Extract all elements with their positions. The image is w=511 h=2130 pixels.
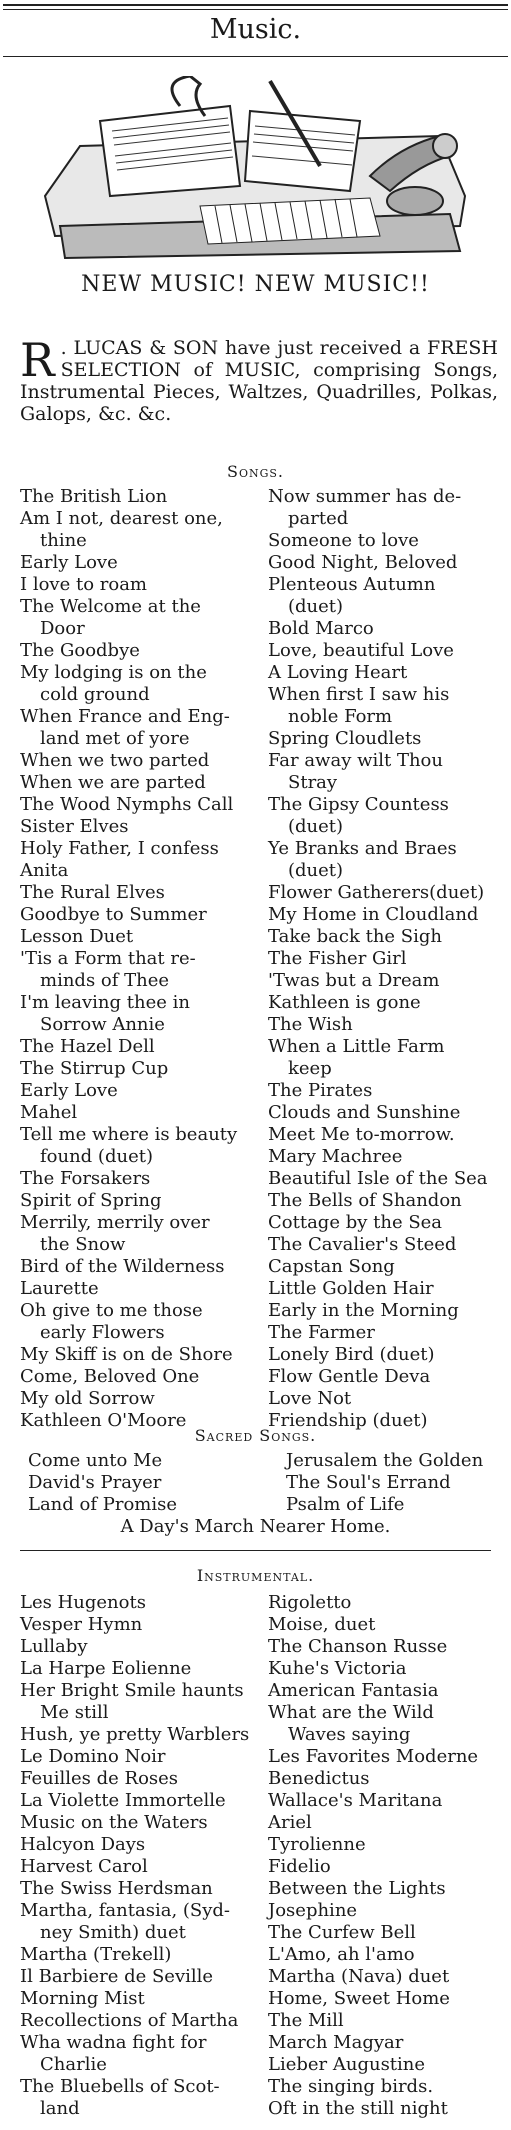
list-item: The Bells of Shandon xyxy=(268,1190,462,1211)
intro-paragraph xyxy=(20,333,498,425)
instrumental-left-column xyxy=(20,1592,270,2120)
list-item: Kathleen is gone xyxy=(268,992,421,1013)
list-item: The Cavalier's Steed xyxy=(268,1234,457,1255)
list-item: Ariel xyxy=(268,1812,312,1833)
list-item: Me still xyxy=(40,1702,109,1723)
list-item: Lieber Augustine xyxy=(268,2054,426,2075)
list-item: Moise, duet xyxy=(268,1614,376,1635)
list-item: The Hazel Dell xyxy=(20,1036,155,1057)
instrumental-right-column xyxy=(268,1592,496,2120)
drop-cap: R xyxy=(20,333,55,387)
list-item: Harvest Carol xyxy=(20,1856,148,1877)
section-divider xyxy=(20,1550,491,1551)
list-item: Hush, ye pretty Warblers xyxy=(20,1724,250,1745)
page-title: Music. xyxy=(209,14,302,45)
list-item: The Soul's Errand xyxy=(286,1472,451,1493)
list-item: Stray xyxy=(288,772,338,793)
list-item: Tell me where is beauty xyxy=(20,1124,238,1145)
list-item: Land of Promise xyxy=(28,1494,178,1515)
list-item: Love, beautiful Love xyxy=(268,640,454,661)
list-item: The Farmer xyxy=(268,1322,375,1343)
list-item: The Bluebells of Scot- xyxy=(20,2076,220,2097)
list-item: Oft in the still night xyxy=(268,2098,448,2119)
list-item: The Stirrup Cup xyxy=(20,1058,169,1079)
list-item: Mary Machree xyxy=(268,1146,403,1167)
list-item: Le Domino Noir xyxy=(20,1746,166,1767)
list-item: found (duet) xyxy=(40,1146,153,1167)
list-item: Her Bright Smile haunts xyxy=(20,1680,244,1701)
list-item: noble Form xyxy=(288,706,393,727)
list-item: Waves saying xyxy=(288,1724,411,1745)
list-item: Il Barbiere de Seville xyxy=(20,1966,214,1987)
list-item: Flow Gentle Deva xyxy=(268,1366,431,1387)
list-item: Psalm of Life xyxy=(286,1494,405,1515)
list-item: The Goodbye xyxy=(20,640,140,661)
list-item: minds of Thee xyxy=(40,970,170,991)
list-item: March Magyar xyxy=(268,2032,404,2053)
list-item: Friendship (duet) xyxy=(268,1410,428,1431)
list-item: Holy Father, I confess xyxy=(20,838,219,859)
list-item: Martha, fantasia, (Syd- xyxy=(20,1900,231,1921)
list-item: Wallace's Maritana xyxy=(268,1790,443,1811)
list-item: Come unto Me xyxy=(28,1450,163,1471)
sacred-final-entry: A Day's March Nearer Home. xyxy=(120,1516,391,1537)
list-item: The British Lion xyxy=(20,486,168,507)
list-item: When a Little Farm xyxy=(268,1036,445,1057)
list-item: The Forsakers xyxy=(20,1168,151,1189)
list-item: Lonely Bird (duet) xyxy=(268,1344,435,1365)
top-rule-thin xyxy=(3,9,508,10)
list-item: The Pirates xyxy=(268,1080,373,1101)
list-item: parted xyxy=(288,508,349,529)
list-item: Les Favorites Moderne xyxy=(268,1746,479,1767)
list-item: When first I saw his xyxy=(268,684,450,705)
list-item: Wha wadna fight for xyxy=(20,2032,207,2053)
list-item: La Violette Immortelle xyxy=(20,1790,226,1811)
list-item: My Home in Cloudland xyxy=(268,904,479,925)
list-item: The Gipsy Countess xyxy=(268,794,449,815)
list-item: My old Sorrow xyxy=(20,1388,155,1409)
list-item: (duet) xyxy=(288,860,344,881)
songs-left-column xyxy=(20,486,270,1432)
list-item: land met of yore xyxy=(40,728,190,749)
list-item: My Skiff is on de Shore xyxy=(20,1344,233,1365)
list-item: Clouds and Sunshine xyxy=(268,1102,461,1123)
list-item: The Wish xyxy=(268,1014,353,1035)
list-item: Far away wilt Thou xyxy=(268,750,443,771)
list-item: Lesson Duet xyxy=(20,926,134,947)
list-item: Jerusalem the Golden xyxy=(286,1450,484,1471)
list-item: Early Love xyxy=(20,1080,118,1101)
list-item: Benedictus xyxy=(268,1768,370,1789)
list-item: Oh give to me those xyxy=(20,1300,203,1321)
list-item: L'Amo, ah l'amo xyxy=(268,1944,415,1965)
list-item: Sister Elves xyxy=(20,816,129,837)
list-item: Halcyon Days xyxy=(20,1834,146,1855)
sacred-left-column xyxy=(28,1450,248,1516)
list-item: Les Hugenots xyxy=(20,1592,146,1613)
list-item: Ye Branks and Braes xyxy=(268,838,457,859)
list-item: The Rural Elves xyxy=(20,882,165,903)
list-item: I love to roam xyxy=(20,574,148,595)
list-item: Spirit of Spring xyxy=(20,1190,162,1211)
music-engraving-illustration xyxy=(40,76,470,265)
list-item: keep xyxy=(288,1058,332,1079)
list-item: Good Night, Beloved xyxy=(268,552,458,573)
list-item: (duet) xyxy=(288,596,344,617)
list-item: 'Tis a Form that re- xyxy=(20,948,196,969)
list-item: The Mill xyxy=(268,2010,344,2031)
list-item: Early in the Morning xyxy=(268,1300,459,1321)
list-item: Now summer has de- xyxy=(268,486,462,507)
list-item: The Welcome at the xyxy=(20,596,201,617)
list-item: The Fisher Girl xyxy=(268,948,407,969)
list-item: A Loving Heart xyxy=(268,662,408,683)
list-item: Anita xyxy=(20,860,69,881)
list-item: Am I not, dearest one, xyxy=(20,508,223,529)
songs-right-column xyxy=(268,486,496,1432)
list-item: When we two parted xyxy=(20,750,210,771)
list-item: Early Love xyxy=(20,552,118,573)
list-item: La Harpe Eolienne xyxy=(20,1658,192,1679)
list-item: Come, Beloved One xyxy=(20,1366,200,1387)
list-item: Kathleen O'Moore xyxy=(20,1410,187,1431)
list-item: Fidelio xyxy=(268,1856,331,1877)
list-item: What are the Wild xyxy=(268,1702,434,1723)
list-item: The Curfew Bell xyxy=(268,1922,416,1943)
list-item: Charlie xyxy=(40,2054,107,2075)
music-instruments-icon xyxy=(40,76,470,261)
list-item: ney Smith) duet xyxy=(40,1922,186,1943)
sacred-songs-heading: Sacred Songs. xyxy=(194,1426,317,1445)
list-item: the Snow xyxy=(40,1234,126,1255)
list-item: Mahel xyxy=(20,1102,78,1123)
list-item: American Fantasia xyxy=(268,1680,439,1701)
list-item: Morning Mist xyxy=(20,1988,145,2009)
list-item: thine xyxy=(40,530,87,551)
list-item: Capstan Song xyxy=(268,1256,395,1277)
list-item: Martha (Nava) duet xyxy=(268,1966,450,1987)
list-item: The Chanson Russe xyxy=(268,1636,448,1657)
list-item: Bird of the Wilderness xyxy=(20,1256,225,1277)
list-item: cold ground xyxy=(40,684,150,705)
list-item: Vesper Hymn xyxy=(20,1614,143,1635)
list-item: Merrily, merrily over xyxy=(20,1212,210,1233)
list-item: I'm leaving thee in xyxy=(20,992,190,1013)
list-item: Plenteous Autumn xyxy=(268,574,436,595)
list-item: Bold Marco xyxy=(268,618,374,639)
list-item: (duet) xyxy=(288,816,344,837)
list-item: Little Golden Hair xyxy=(268,1278,434,1299)
list-item: Rigoletto xyxy=(268,1592,352,1613)
list-item: Martha (Trekell) xyxy=(20,1944,172,1965)
list-item: Kuhe's Victoria xyxy=(268,1658,407,1679)
list-item: Someone to love xyxy=(268,530,419,551)
list-item: early Flowers xyxy=(40,1322,165,1343)
list-item: Goodbye to Summer xyxy=(20,904,207,925)
sacred-right-column xyxy=(286,1450,501,1516)
list-item: The Swiss Herdsman xyxy=(20,1878,213,1899)
list-item: Feuilles de Roses xyxy=(20,1768,179,1789)
list-item: The Wood Nymphs Call xyxy=(20,794,234,815)
list-item: Josephine xyxy=(268,1900,358,1921)
list-item: Flower Gatherers(duet) xyxy=(268,882,485,903)
list-item: Take back the Sigh xyxy=(268,926,442,947)
list-item: Beautiful Isle of the Sea xyxy=(268,1168,488,1189)
list-item: Home, Sweet Home xyxy=(268,1988,450,2009)
list-item: Cottage by the Sea xyxy=(268,1212,443,1233)
list-item: When we are parted xyxy=(20,772,206,793)
list-item: Lullaby xyxy=(20,1636,88,1657)
list-item: Recollections of Martha xyxy=(20,2010,239,2031)
list-item: Laurette xyxy=(20,1278,99,1299)
list-item: Between the Lights xyxy=(268,1878,446,1899)
list-item: David's Prayer xyxy=(28,1472,162,1493)
list-item: Spring Cloudlets xyxy=(268,728,422,749)
list-item: Music on the Waters xyxy=(20,1812,208,1833)
list-item: My lodging is on the xyxy=(20,662,207,683)
title-rule xyxy=(3,56,508,57)
top-rule xyxy=(3,4,508,6)
list-item: Sorrow Annie xyxy=(40,1014,165,1035)
songs-heading: Songs. xyxy=(226,462,284,481)
intro-text: . LUCAS & SON have just received a FRESH SELECTION of MUSIC, comprising Songs, Instrumental Pieces, Waltzes, Quadrilles, Polkas, Galops, &c. &c. xyxy=(20,337,498,425)
list-item: land xyxy=(40,2098,80,2119)
list-item: Door xyxy=(40,618,85,639)
list-item: Meet Me to-morrow. xyxy=(268,1124,455,1145)
new-music-banner: NEW MUSIC! NEW MUSIC!! xyxy=(81,272,430,297)
list-item: Tyrolienne xyxy=(268,1834,366,1855)
list-item: Love Not xyxy=(268,1388,352,1409)
list-item: The singing birds. xyxy=(268,2076,434,2097)
list-item: When France and Eng- xyxy=(20,706,230,727)
list-item: 'Twas but a Dream xyxy=(268,970,440,991)
instrumental-heading: Instrumental. xyxy=(196,1566,315,1585)
